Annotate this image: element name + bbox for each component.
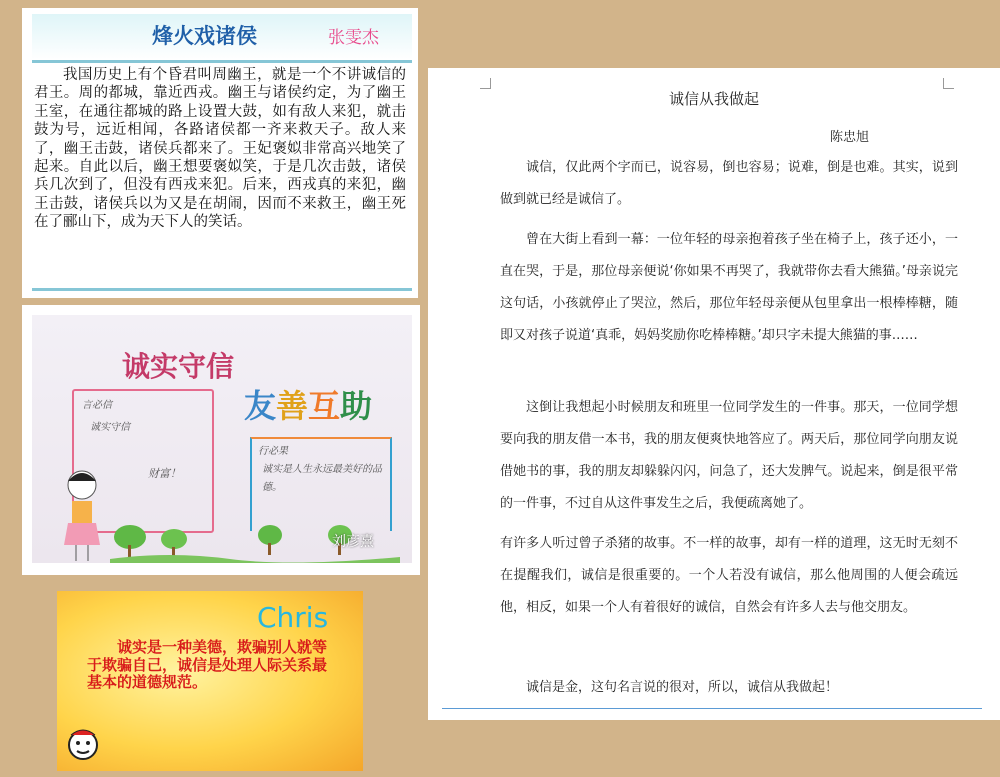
right-note-1: 行必果 [258, 446, 288, 457]
heading-2-char: 善 [276, 387, 309, 425]
left-note-2: 诚实守信 [90, 422, 130, 433]
essay-paragraph: 诚信是金，这句名言说的很对，所以，诚信从我做起！ [526, 680, 839, 695]
essay-card [428, 68, 1000, 720]
heading-2-char: 助 [340, 387, 373, 425]
story-author: 张雯杰 [328, 28, 379, 48]
quote-card [57, 591, 363, 771]
quote-text: 诚实是一种美德，欺骗别人就等于欺骗自己，诚信是处理人际关系最基本的道德规范。 [87, 638, 328, 691]
right-note-2: 诚实是人生永远最美好的品德。 [262, 464, 382, 493]
drawing-heading-2 [244, 381, 372, 427]
drawing-author: 刘彦熹 [332, 534, 374, 550]
story-bottom-bar [32, 288, 412, 291]
essay-title: 诚信从我做起 [668, 90, 759, 108]
drawing-card [22, 305, 420, 575]
story-text: 我国历史上有个昏君叫周幽王，就是一个不讲诚信的君王。周的都城，靠近西戎。幽王与诸侯约定，为了幽王王室，在通往都城的路上设置大鼓，如有敌人来犯，就击鼓为号，远近相闻，各路诸侯都一齐来救天子。敌人来了，幽王击鼓，诸侯兵都来了。王妃褒姒非常高兴地笑了起来。自此以后，幽王想要褒姒笑，于是几次击鼓，诸侯兵几次到了，但没有西戎来犯。后来，西戎真的来犯，幽王击鼓，诸侯兵以为又是在胡闹，因而不来救王，幽王死在了郦山下，成为天下人的笑话。 [34, 67, 406, 231]
drawing-paper [32, 315, 412, 563]
drawing-heading-1: 诚实守信 [122, 350, 235, 383]
essay-paragraph: 有许多人听过曾子杀猪的故事。不一样的故事，却有一样的道理，这无时无刻不在提醒我们，诚信是很重要的。一个人若没有诚信，那么他周围的人便会疏远他，相反，如果一个人有着很好的诚信，自然会有许多人去与他交朋友。 [500, 536, 958, 615]
quote-name: Chris [257, 601, 329, 634]
girl-drawing-icon [52, 465, 112, 565]
heading-2-char: 友 [244, 387, 277, 425]
essay-paragraph: 诚信，仅此两个字而已，说容易，倒也容易；说难，倒是也难。其实，说到做到就已经是诚信了。 [500, 160, 958, 207]
left-note-1: 言必信 [82, 400, 112, 411]
essay-paragraph: 这倒让我想起小时候朋友和班里一位同学发生的一件事。那天，一位同学想要向我的朋友借一本书，我的朋友便爽快地答应了。两天后，那位同学向朋友说借她书的事，我的朋友却躲躲闪闪，问急了，还大发脾气。说起来，倒是很平常的一件事，不过自从这件事发生之后，我便疏离她了。 [500, 400, 958, 511]
essay-paragraph: 曾在大街上看到一幕：一位年轻的母亲抱着孩子坐在椅子上，孩子还小，一直在哭，于是，那位母亲便说‘你如果不再哭了，我就带你去看大熊猫。’母亲说完这句话，小孩就停止了哭泣，然后，那位年轻母亲便从包里拿出一根棒棒糖，随即又对孩子说道‘真乖，妈妈奖励你吃棒棒糖。’却只字未提大熊猫的事…… [500, 232, 958, 343]
story-title: 烽火戏诸侯 [152, 24, 257, 48]
heading-2-char: 互 [308, 387, 341, 425]
left-note-3: 财富！ [148, 467, 181, 480]
essay-author: 陈忠旭 [830, 130, 870, 145]
story-card [22, 8, 418, 298]
essay-bottom-line [442, 708, 982, 709]
cartoon-mascot-icon [63, 723, 103, 765]
